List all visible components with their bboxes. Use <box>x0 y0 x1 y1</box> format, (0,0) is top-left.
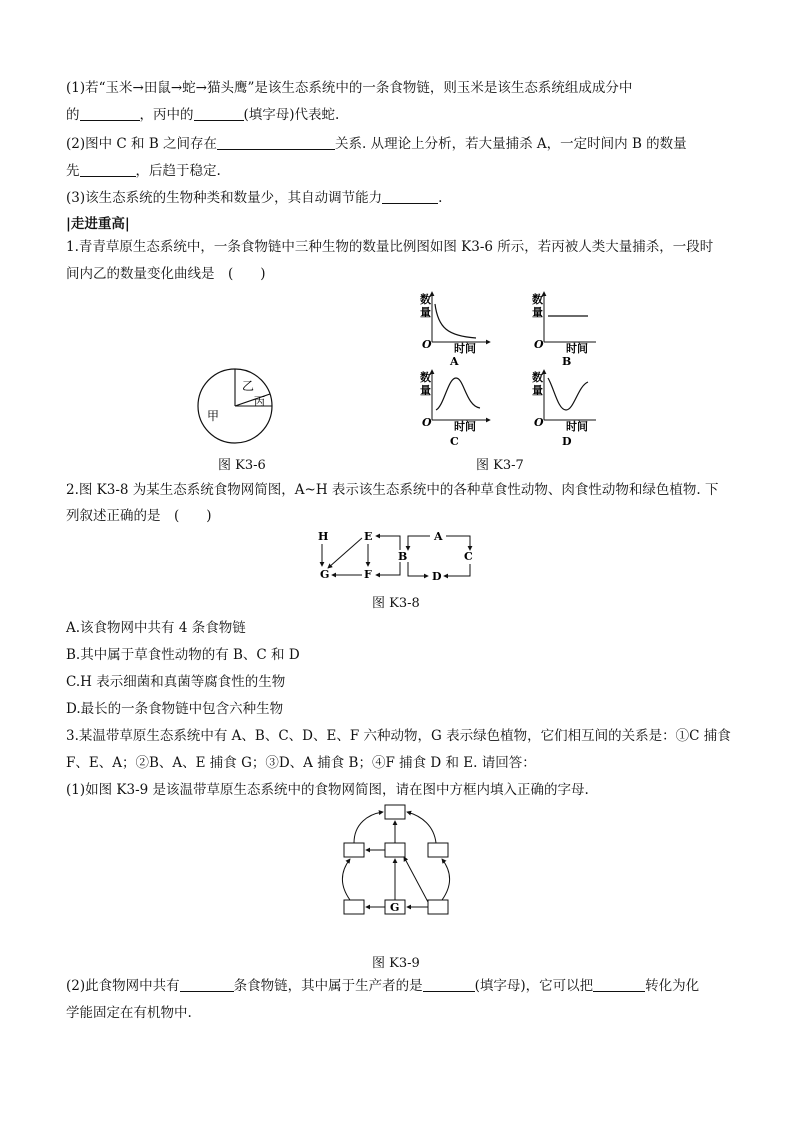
node-f: F <box>364 568 372 581</box>
graph-c <box>420 370 490 448</box>
graph-a <box>420 292 490 368</box>
node-d: D <box>432 570 442 583</box>
graph-b-origin: O <box>534 338 544 351</box>
graph-d-xlabel: 时间 <box>566 420 588 433</box>
k3-9-box-bottom-left[interactable] <box>344 900 364 914</box>
graph-d-label: D <box>562 435 572 448</box>
q1-text-pre: (1)若“玉米→田鼠→蛇→猫头鹰”是该生态系统中的一条食物链，则玉米是该生态系统组成成分中 <box>66 80 633 96</box>
question3-sub1: (1)如图 K3-9 是该温带草原生态系统中的食物网简图，请在图中方框内填入正确的字母. <box>66 782 589 798</box>
question2-choice-b: B.其中属于草食性动物的有 B、C 和 D <box>66 647 300 663</box>
fig-k3-9-caption: 图 K3-9 <box>372 956 420 971</box>
q2-blank-2[interactable] <box>80 162 136 177</box>
q3-text-post: . <box>438 190 443 206</box>
question2-choice-a: A.该食物网中共有 4 条食物链 <box>66 620 246 636</box>
graph-c-xlabel: 时间 <box>454 420 476 433</box>
figure-k3-6-pie <box>190 360 290 460</box>
pie-label-bing: 丙 <box>254 395 265 408</box>
q3-blank-chains[interactable] <box>180 977 234 992</box>
graph-c-curve <box>436 378 480 410</box>
q2-line2 <box>66 161 221 181</box>
node-h: H <box>318 530 329 543</box>
graph-a-ylabel1: 数 <box>420 293 431 306</box>
graph-c-origin: O <box>422 416 432 429</box>
graph-d-ylabel1: 数 <box>532 371 543 384</box>
graph-b-ylabel2: 量 <box>532 306 543 319</box>
graph-b-label: B <box>562 355 572 368</box>
question3-sub2-line1 <box>66 976 699 996</box>
graph-b-ylabel1: 数 <box>532 293 543 306</box>
q1-blank-1[interactable] <box>80 106 140 121</box>
fig-k3-8-caption: 图 K3-8 <box>372 596 420 611</box>
q1-line1 <box>66 78 632 98</box>
q2b-text-post: ，后趋于稳定. <box>135 163 221 179</box>
figure-k3-7-graphs <box>418 288 596 448</box>
q3-line <box>66 188 442 208</box>
question3-line2: F、E、A；②B、A、E 捕食 G；③D、A 捕食 B；④F 捕食 D 和 E. 请回答： <box>66 755 536 771</box>
question1-line2: 间内乙的数量变化曲线是 ( ) <box>66 266 266 282</box>
q1-text-mid1: 的 <box>66 107 80 123</box>
q2-text-pre: (2)图中 C 和 B 之间存在 <box>66 136 218 152</box>
question3-sub2-b: 条食物链，其中属于生产者的是 <box>233 978 423 994</box>
graph-c-ylabel1: 数 <box>420 371 431 384</box>
figure-k3-8-foodweb <box>312 528 482 588</box>
q1-line2 <box>66 105 339 125</box>
graph-a-xlabel: 时间 <box>454 342 476 355</box>
q2b-text-pre: 先 <box>66 163 80 179</box>
question3-line1: 3.某温带草原生态系统中有 A、B、C、D、E、F 六种动物，G 表示绿色植物，它们相互间的关系是：①C 捕食 <box>66 728 731 744</box>
node-a: A <box>434 530 443 543</box>
graph-d-origin: O <box>534 416 544 429</box>
question2-line1: 2.图 K3-8 为某生态系统食物网简图，A~H 表示该生态系统中的各种草食性动物、肉食性动物和绿色植物. 下 <box>66 482 719 498</box>
q2-text-post: 关系. 从理论上分析，若大量捕杀 A，一定时间内 B 的数量 <box>335 136 687 152</box>
k3-9-box-mid-center[interactable] <box>385 843 405 857</box>
fig-k3-7-caption: 图 K3-7 <box>476 458 524 473</box>
node-c: C <box>464 550 473 563</box>
figure-k3-9-foodweb <box>330 800 460 930</box>
pie-label-jia: 甲 <box>207 409 220 423</box>
question3-sub2-c: (填字母)，它可以把 <box>474 978 594 994</box>
graph-b-xlabel: 时间 <box>566 342 588 355</box>
k3-9-box-mid-right[interactable] <box>428 843 448 857</box>
node-g: G <box>320 568 330 581</box>
q3-blank-energy[interactable] <box>593 977 645 992</box>
section-title: |走进重高| <box>66 216 130 232</box>
k3-9-box-mid-left[interactable] <box>344 843 364 857</box>
graph-c-label: C <box>450 435 459 448</box>
q1-blank-2[interactable] <box>194 106 244 121</box>
graph-d-ylabel2: 量 <box>532 384 543 397</box>
q2-blank-1[interactable] <box>217 135 335 150</box>
question3-sub2-line2: 学能固定在有机物中. <box>66 1005 192 1021</box>
fig-k3-6-caption: 图 K3-6 <box>218 458 266 473</box>
q1-text-post: (填字母)代表蛇. <box>243 107 340 123</box>
q3-blank[interactable] <box>382 189 438 204</box>
graph-a-curve <box>435 304 476 338</box>
node-e: E <box>364 530 373 543</box>
k3-9-box-top[interactable] <box>385 805 405 819</box>
k3-9-box-bottom-right[interactable] <box>428 900 448 914</box>
q1-text-mid2: ，丙中的 <box>139 107 194 123</box>
question2-choice-c: C.H 表示细菌和真菌等腐食性的生物 <box>66 674 286 690</box>
graph-d <box>532 370 596 448</box>
k3-9-g-label: G <box>390 901 400 914</box>
question3-sub2-d: 转化为化 <box>645 978 700 994</box>
question2-line2: 列叙述正确的是 ( ) <box>66 508 212 524</box>
question2-choice-d: D.最长的一条食物链中包含六种生物 <box>66 701 284 717</box>
question3-sub2-a: (2)此食物网中共有 <box>66 978 180 994</box>
question1-line1: 1.青青草原生态系统中，一条食物链中三种生物的数量比例图如图 K3-6 所示，若丙被人类大量捕杀，一段时 <box>66 239 714 255</box>
graph-a-label: A <box>450 355 459 368</box>
graph-a-ylabel2: 量 <box>420 306 431 319</box>
q3-text-pre: (3)该生态系统的生物种类和数量少，其自动调节能力 <box>66 190 383 206</box>
node-b: B <box>398 550 408 563</box>
graph-d-curve <box>548 378 588 410</box>
graph-c-ylabel2: 量 <box>420 384 431 397</box>
q3-blank-producer[interactable] <box>423 977 475 992</box>
pie-label-yi: 乙 <box>242 379 255 393</box>
graph-a-origin: O <box>422 338 432 351</box>
q2-line1 <box>66 134 687 154</box>
graph-b <box>532 292 596 368</box>
